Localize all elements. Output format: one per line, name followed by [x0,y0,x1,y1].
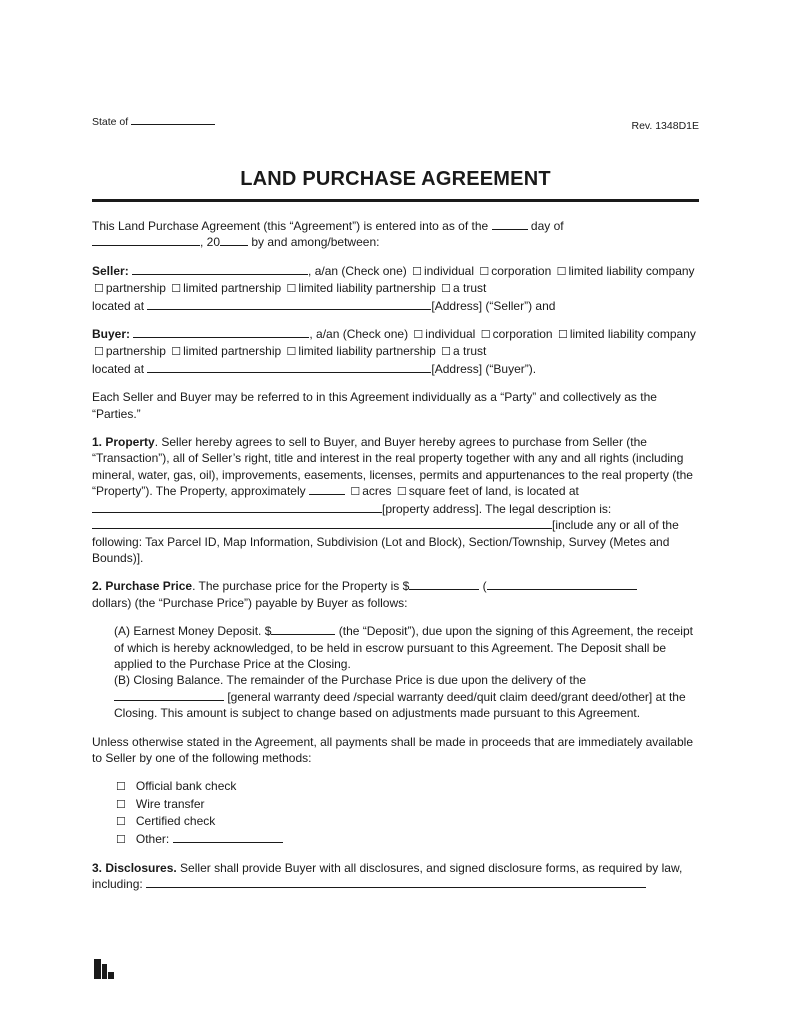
section-purchase-price [92,578,699,611]
revision-number: Rev. 1348D1E [631,120,699,132]
sqft-option: square feet of land, is located at [408,484,579,499]
section-property [92,434,699,566]
buyer-check-one: , a/an (Check one) [309,327,409,342]
seller-option-trust: a trust [453,281,487,296]
method-label: Other: [135,831,170,846]
seller-address-label: [Address] (“Seller”) and [431,298,556,313]
buyer-option-lp: limited partnership [183,344,282,359]
disclosures-blank[interactable] [146,877,646,888]
other-method-blank[interactable] [173,832,283,843]
buyer-label: Buyer: [92,327,131,342]
seller-name-blank[interactable] [132,264,308,275]
price-text: . The purchase price for the Property is $ [192,579,410,594]
section-heading: 3. Disclosures. [92,861,177,875]
buyer-address-label: [Address] (“Buyer”). [431,361,537,376]
closing-balance-text: (B) Closing Balance. The remainder of the Purchase Price is due upon the delivery of the [114,673,587,688]
intro-paragraph [92,218,699,251]
method-label: Wire transfer [135,796,205,811]
seller-label: Seller: [92,263,129,278]
intro-among: by and among/between: [251,235,380,250]
acreage-blank[interactable] [309,484,345,495]
checkbox-icon[interactable]: ☐ [94,283,104,296]
property-text: . Seller hereby agrees to sell to Buyer, and Buyer hereby agrees to purchase from Seller (the “Transaction”), all of Seller’s right, title and interest in the real property together with any and all rights (including mineral, water, gas, oil), improvements, easements, licenses, permits and appurtenances to the real property (the “Property”). The Property, approximately [92,435,693,499]
checkbox-icon[interactable]: ☐ [171,346,182,359]
legal-include-note: [include any or all of the following: Tax Parcel ID, Map Information, Subdivision (Lot and Block), Section/Township, Survey (Metes and Bounds)]. [92,518,679,565]
deed-type-blank[interactable] [114,690,224,701]
day-blank[interactable] [492,219,528,230]
year-blank[interactable] [220,235,248,246]
price-payable-text: dollars) (the “Purchase Price”) payable by Buyer as follows: [92,595,408,610]
checkbox-icon[interactable]: ☐ [116,798,126,811]
checkbox-icon[interactable]: ☐ [480,329,491,342]
payment-terms [92,623,699,721]
acres-option: acres [362,484,392,499]
buyer-address-blank[interactable] [147,362,431,373]
list-item [114,796,699,813]
buyer-option-partnership: partnership [105,344,166,359]
list-item [114,813,699,830]
seller-located-at: located at [92,298,145,313]
checkbox-icon[interactable]: ☐ [94,346,104,359]
state-field [92,114,215,128]
disclosures-text: Seller shall provide Buyer with all disclosures, and signed disclosure forms, as required by law, including: [92,861,683,892]
intro-day: day of [530,219,564,233]
checkbox-icon[interactable]: ☐ [396,486,407,499]
brand-logo-icon [93,958,115,980]
agreement-body [92,218,699,905]
buyer-paragraph [92,326,699,377]
deposit-text: (the “Deposit”), due upon the signing of this Agreement, the receipt of which is hereby acknowledged, to be held in escrow pursuant to this Agreement. The Deposit shall be applied to the Purchase Price at the Closing. [114,624,693,671]
checkbox-icon[interactable]: ☐ [350,486,361,499]
payments-paragraph: Unless otherwise stated in the Agreement, all payments shall be made in proceeds that are immediately available to Seller by one of the following methods: [92,734,693,765]
buyer-located-at: located at [92,361,145,376]
section-heading: 1. Property [92,435,155,450]
state-blank[interactable] [131,114,215,125]
intro-text: This Land Purchase Agreement (this “Agreement”) is entered into as of the [92,219,489,233]
checkbox-icon[interactable]: ☐ [116,781,126,794]
price-words-blank[interactable] [487,579,637,590]
seller-option-llc: limited liability company [568,263,695,278]
seller-option-lp: limited partnership [183,281,282,296]
legal-description-label: [property address]. The legal description is: [382,501,612,516]
checkbox-icon[interactable]: ☐ [116,816,126,829]
list-item [114,831,699,848]
price-amount-blank[interactable] [409,579,479,590]
checkbox-icon[interactable]: ☐ [116,833,126,846]
buyer-option-individual: individual [425,327,476,342]
checkbox-icon[interactable]: ☐ [413,329,424,342]
list-item [114,778,699,795]
buyer-name-blank[interactable] [133,327,309,338]
method-label: Official bank check [135,779,237,794]
checkbox-icon[interactable]: ☐ [441,346,452,359]
price-paren: ( [482,579,487,594]
checkbox-icon[interactable]: ☐ [412,265,422,278]
deposit-amount-blank[interactable] [271,624,335,635]
checkbox-icon[interactable]: ☐ [557,329,568,342]
seller-option-partnership: partnership [105,281,166,296]
buyer-option-trust: a trust [453,344,487,359]
deed-type-text: [general warranty deed /special warranty deed/quit claim deed/grant deed/other] at the Closing. This amount is subject to change based on adjustments made pursuant to this Agreement. [114,689,686,721]
checkbox-icon[interactable]: ☐ [479,265,490,278]
earnest-money-clause [114,623,699,672]
section-heading: 2. Purchase Price [92,579,193,594]
parties-paragraph: Each Seller and Buyer may be referred to in this Agreement individually as a “Party” and collectively as the “Parties.” [92,390,657,421]
seller-address-blank[interactable] [147,299,431,310]
checkbox-icon[interactable]: ☐ [441,283,452,296]
payment-methods-list [114,778,699,848]
seller-option-corporation: corporation [491,263,552,278]
document-title: LAND PURCHASE AGREEMENT [92,168,699,202]
month-blank[interactable] [92,235,200,246]
method-label: Certified check [135,814,216,829]
legal-description-blank[interactable] [92,518,552,529]
seller-check-one: , a/an (Check one) [308,263,407,278]
checkbox-icon[interactable]: ☐ [286,346,297,359]
buyer-option-llp: limited liability partnership [298,344,436,359]
section-disclosures [92,860,699,893]
seller-paragraph [92,263,699,314]
seller-option-llp: limited liability partnership [298,281,436,296]
buyer-option-llc: limited liability company [569,327,696,342]
buyer-option-corporation: corporation [492,327,553,342]
seller-option-individual: individual [423,263,475,278]
checkbox-icon[interactable]: ☐ [556,265,567,278]
deposit-label: (A) Earnest Money Deposit. $ [114,624,272,639]
property-address-blank[interactable] [92,502,382,513]
checkbox-icon[interactable]: ☐ [286,283,297,296]
state-label: State of [92,116,129,128]
checkbox-icon[interactable]: ☐ [171,283,182,296]
intro-year: , 20 [200,235,221,250]
closing-balance-clause [114,672,699,721]
